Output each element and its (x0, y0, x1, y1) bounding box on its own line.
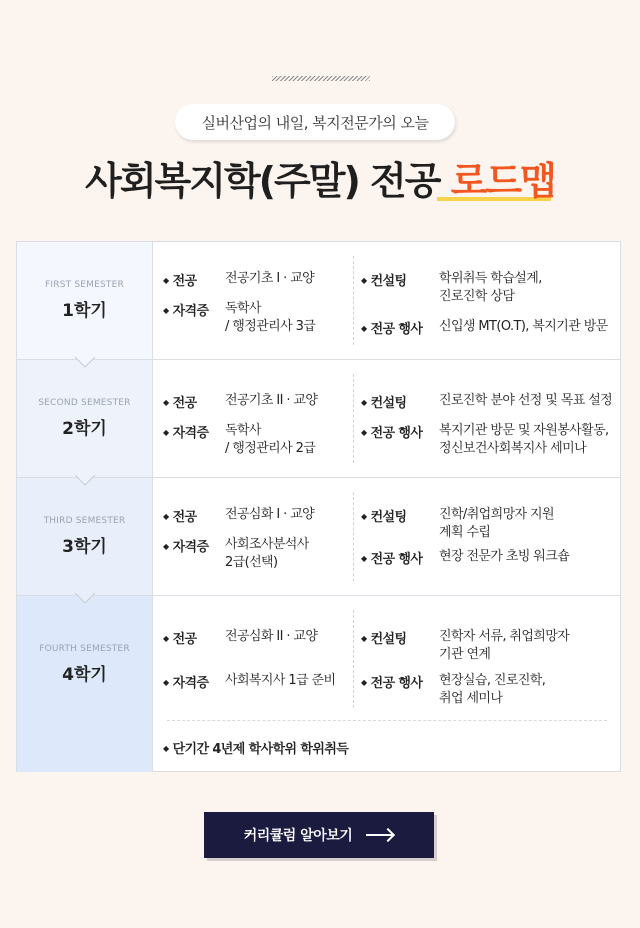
decorative-lines (272, 76, 370, 81)
roadmap-table (16, 241, 621, 772)
consult-value (439, 506, 554, 542)
event-value (439, 422, 609, 458)
chevron-down-icon (74, 357, 96, 368)
column-divider (353, 492, 354, 581)
event-label: ◆ 전공 행사 (361, 422, 422, 441)
consult-value-line2: 계획 수립 (439, 525, 491, 540)
title-accent: 로드맵 (450, 159, 555, 203)
major-label: ◆ 전공 (163, 628, 196, 647)
event-item (361, 548, 570, 567)
consult-item (361, 628, 570, 662)
cert-value-line1: 독학사 (225, 423, 261, 438)
cert-value (225, 536, 309, 572)
event-item (361, 318, 608, 337)
major-item (163, 506, 315, 525)
major-label: ◆ 전공 (163, 270, 196, 289)
column-divider (353, 374, 354, 463)
semester-en-label: FIRST SEMESTER (45, 280, 124, 290)
event-value-line1: 현장실습, 진로진학, (439, 673, 546, 688)
consult-item (361, 270, 542, 304)
semester-ko-label: 4학기 (62, 665, 107, 685)
major-value: 전공심화 II · 교양 (225, 629, 318, 644)
dashed-separator (167, 720, 607, 721)
cert-value (225, 300, 315, 336)
curriculum-button[interactable] (204, 812, 434, 858)
consult-item (361, 392, 613, 411)
event-label: ◆ 전공 행사 (361, 672, 422, 691)
event-value-line1: 복지기관 방문 및 자원봉사활동, (439, 423, 609, 438)
cert-value-line2: / 행정관리사 2급 (225, 441, 316, 456)
consult-label: ◆ 컨설팅 (361, 392, 406, 411)
consult-value: 진로진학 분야 선정 및 목표 설정 (439, 393, 613, 408)
consult-label: ◆ 컨설팅 (361, 506, 406, 525)
consult-value (439, 628, 569, 664)
consult-value-line1: 진학자 서류, 취업희망자 (439, 629, 570, 644)
semester-row-3 (17, 478, 620, 596)
consult-label: ◆ 컨설팅 (361, 270, 406, 289)
semester-row-4 (17, 596, 620, 772)
consult-value-line1: 진학/취업희망자 지원 (439, 507, 554, 522)
cert-value-line1: 독학사 (225, 301, 261, 316)
consult-value-line2: 기관 연계 (439, 647, 491, 662)
cert-value-line1: 사회조사분석사 (225, 537, 309, 552)
consult-value (439, 270, 542, 306)
column-divider (353, 256, 354, 345)
event-item (361, 422, 609, 456)
semester-ko-label: 2학기 (62, 419, 107, 439)
cert-label: ◆ 자격증 (163, 300, 208, 319)
semester-cell (17, 596, 153, 772)
chevron-down-icon (74, 593, 96, 604)
cert-item (163, 536, 309, 570)
semester-en-label: THIRD SEMESTER (43, 516, 126, 526)
cert-label: ◆ 자격증 (163, 536, 208, 555)
major-value: 전공심화 I · 교양 (225, 507, 315, 522)
major-label: ◆ 전공 (163, 506, 196, 525)
cert-item (163, 672, 336, 691)
cert-value-line2: / 행정관리사 3급 (225, 319, 316, 334)
cert-value: 사회복지사 1급 준비 (225, 673, 336, 688)
major-item (163, 392, 318, 411)
semester-row-2 (17, 360, 620, 478)
consult-value-line1: 학위취득 학습설계, (439, 271, 542, 286)
degree-note: ◆ 단기간 4년제 학사학위 학위취득 (163, 738, 348, 757)
event-label: ◆ 전공 행사 (361, 318, 422, 337)
subtitle-pill (175, 104, 455, 140)
page-title (0, 150, 640, 205)
arrow-right-icon (366, 829, 394, 841)
major-value: 전공기초 II · 교양 (225, 393, 318, 408)
semester-en-label: SECOND SEMESTER (38, 398, 131, 408)
semester-ko-label: 1학기 (62, 301, 107, 321)
event-item (361, 672, 546, 706)
consult-label: ◆ 컨설팅 (361, 628, 406, 647)
cert-value (225, 422, 315, 458)
event-value-line2: 취업 세미나 (439, 691, 503, 706)
cert-value-line2: 2급(선택) (225, 555, 278, 570)
cert-item (163, 300, 316, 334)
cert-label: ◆ 자격증 (163, 672, 208, 691)
cert-item (163, 422, 316, 456)
title-main: 사회복지학(주말) 전공 (85, 159, 451, 203)
column-divider (353, 610, 354, 708)
semester-row-1 (17, 242, 620, 360)
event-value (439, 318, 608, 336)
major-item (163, 628, 318, 647)
semester-ko-label: 3학기 (62, 537, 107, 557)
semester-en-label: FOURTH SEMESTER (39, 644, 130, 654)
consult-value-line2: 진로진학 상담 (439, 289, 515, 304)
event-value-line1: 신입생 MT(O.T), 복지기관 방문 (439, 319, 608, 334)
event-value-line2: 정신보건사회복지사 세미나 (439, 441, 587, 456)
curriculum-button-label: 커리큘럼 알아보기 (243, 828, 353, 844)
consult-item (361, 506, 554, 540)
major-value: 전공기초 I · 교양 (225, 271, 315, 286)
semester-cell (17, 360, 153, 477)
subtitle-text: 실버산업의 내일, 복지전문가의 오늘 (201, 113, 429, 132)
semester-cell (17, 242, 153, 359)
event-label: ◆ 전공 행사 (361, 548, 422, 567)
event-value (439, 672, 545, 708)
event-value: 현장 전문가 초빙 워크숍 (439, 549, 570, 564)
semester-cell (17, 478, 153, 595)
major-label: ◆ 전공 (163, 392, 196, 411)
chevron-down-icon (74, 475, 96, 486)
major-item (163, 270, 315, 289)
cert-label: ◆ 자격증 (163, 422, 208, 441)
